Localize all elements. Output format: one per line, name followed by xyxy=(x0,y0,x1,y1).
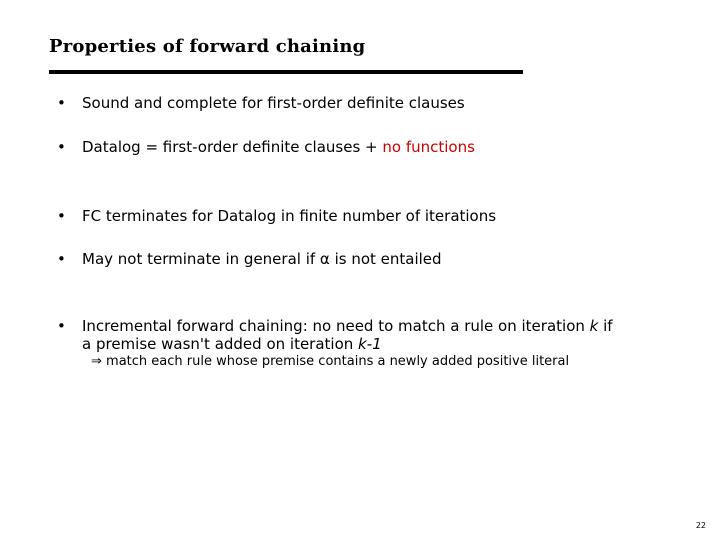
bullet-marker: • xyxy=(57,94,66,112)
bullet-text-datalog xyxy=(82,138,475,156)
bullet-marker: • xyxy=(57,207,66,225)
incremental-fc-line-1: Incremental forward chaining: no need to match a rule on iteration k if xyxy=(82,317,613,335)
implies-arrow-icon: ⇒ xyxy=(91,354,102,369)
page-title: Properties of forward chaining xyxy=(49,36,366,57)
sub-point xyxy=(91,354,569,370)
iteration-k-minus-1: k-1 xyxy=(358,335,382,353)
bullet-text-may-not-terminate: May not terminate in general if α is not entailed xyxy=(82,250,442,268)
bullet-text-sound-complete: Sound and complete for first-order definite clauses xyxy=(82,94,465,112)
iteration-k: k xyxy=(589,317,599,335)
bullet-text-incremental-fc xyxy=(82,317,613,353)
page-number: 22 xyxy=(695,521,706,530)
datalog-definition: Datalog = first-order definite clauses + xyxy=(82,138,383,156)
bullet-marker: • xyxy=(57,138,66,156)
bullet-text-fc-terminates: FC terminates for Datalog in finite number of iterations xyxy=(82,207,497,225)
no-functions-highlight: no functions xyxy=(382,138,475,156)
sub-point-text: match each rule whose premise contains a newly added positive literal xyxy=(101,354,570,369)
title-underline xyxy=(49,70,523,74)
incremental-fc-line-2: a premise wasn't added on iteration k-1 xyxy=(82,335,382,353)
bullet-marker: • xyxy=(57,317,66,335)
bullet-marker: • xyxy=(57,250,66,268)
